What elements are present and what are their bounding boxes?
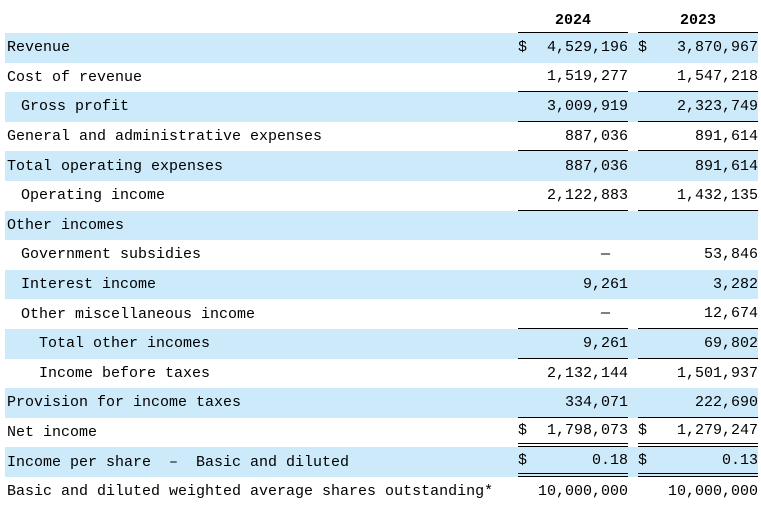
column-gap [628, 122, 638, 152]
value-2024: 4,529,196 [546, 39, 628, 57]
value-2024: 1,519,277 [546, 68, 628, 86]
value-2023: 222,690 [694, 393, 758, 411]
table-row [5, 447, 758, 477]
value-2023: 0.13 [721, 451, 758, 469]
table-row [5, 122, 758, 152]
row-label: Gross profit [21, 98, 130, 116]
value-2023: 10,000,000 [667, 483, 758, 501]
value-2024: 9,261 [582, 276, 628, 294]
row-label: Net income [7, 424, 98, 442]
column-gap [628, 211, 638, 241]
value-cell-2024 [518, 270, 628, 300]
value-cell-2024 [518, 299, 628, 329]
value-cell-2024 [518, 122, 628, 152]
value-2024: — [600, 305, 610, 323]
value-2024: 887,036 [564, 127, 628, 145]
row-label: Interest income [21, 276, 157, 294]
value-cell-2023 [638, 122, 758, 152]
value-2023: 2,323,749 [676, 97, 758, 115]
row-label: Other incomes [7, 216, 125, 234]
value-cell-2024 [518, 181, 628, 211]
column-header-2024: 2024 [518, 0, 628, 33]
row-label: Government subsidies [21, 246, 202, 264]
table-row [5, 181, 758, 211]
column-gap [628, 240, 638, 270]
column-gap [628, 151, 638, 181]
value-cell-2023 [638, 181, 758, 211]
value-2024: 10,000,000 [537, 483, 628, 501]
value-2023: 53,846 [703, 246, 758, 264]
column-gap [628, 477, 638, 507]
value-2024: 2,122,883 [546, 186, 628, 204]
row-label: Revenue [7, 39, 71, 57]
value-2024: 887,036 [564, 157, 628, 175]
dollar-sign: $ [638, 422, 648, 440]
value-2024: 1,798,073 [546, 422, 628, 440]
row-label: Operating income [21, 187, 166, 205]
value-cell-2024 [518, 418, 628, 448]
value-2024: 2,132,144 [546, 364, 628, 382]
value-2024: 334,071 [564, 393, 628, 411]
table-row [5, 477, 758, 507]
dollar-sign: $ [518, 451, 528, 469]
row-label: Other miscellaneous income [21, 305, 256, 323]
value-cell-2024 [518, 329, 628, 359]
value-2023: 1,432,135 [676, 186, 758, 204]
value-cell-2023 [638, 151, 758, 181]
value-cell-2023 [638, 211, 758, 241]
value-2023: 1,501,937 [676, 364, 758, 382]
value-cell-2023 [638, 359, 758, 389]
column-gap [628, 92, 638, 122]
column-gap [628, 388, 638, 418]
dollar-sign: $ [518, 39, 528, 57]
row-label: Total other incomes [39, 335, 211, 353]
value-2024: 3,009,919 [546, 97, 628, 115]
value-2024: — [600, 246, 610, 264]
column-gap [628, 329, 638, 359]
value-cell-2023 [638, 92, 758, 122]
value-cell-2024 [518, 63, 628, 93]
value-cell-2023 [638, 477, 758, 507]
dollar-sign: $ [638, 39, 648, 57]
value-cell-2023 [638, 240, 758, 270]
column-gap [628, 270, 638, 300]
value-cell-2024 [518, 211, 628, 241]
row-label: Total operating expenses [7, 157, 224, 175]
row-label: Income before taxes [39, 364, 211, 382]
row-label: Basic and diluted weighted average shares outstanding* [7, 483, 494, 501]
value-2023: 69,802 [703, 334, 758, 352]
column-gap [628, 299, 638, 329]
value-cell-2023 [638, 418, 758, 448]
table-header-row [5, 0, 758, 33]
column-gap [628, 418, 638, 448]
table-row [5, 240, 758, 270]
table-row [5, 92, 758, 122]
table-row [5, 270, 758, 300]
table-row [5, 418, 758, 448]
column-gap [628, 0, 638, 33]
value-cell-2024 [518, 240, 628, 270]
column-gap [628, 447, 638, 477]
value-cell-2023 [638, 63, 758, 93]
value-cell-2024 [518, 92, 628, 122]
value-cell-2023 [638, 447, 758, 477]
value-2023: 1,547,218 [676, 68, 758, 86]
value-2024: 0.18 [591, 451, 628, 469]
value-2023: 3,870,967 [676, 39, 758, 57]
value-cell-2023 [638, 33, 758, 63]
value-cell-2024 [518, 359, 628, 389]
value-2023: 891,614 [694, 157, 758, 175]
value-2023: 891,614 [694, 127, 758, 145]
dollar-sign: $ [638, 451, 648, 469]
value-cell-2023 [638, 329, 758, 359]
value-2023: 12,674 [703, 305, 758, 323]
column-header-2023: 2023 [638, 0, 758, 33]
value-cell-2023 [638, 299, 758, 329]
row-label: Cost of revenue [7, 68, 143, 86]
table-row [5, 359, 758, 389]
table-row [5, 63, 758, 93]
table-row [5, 329, 758, 359]
value-cell-2024 [518, 151, 628, 181]
column-gap [628, 181, 638, 211]
value-cell-2024 [518, 33, 628, 63]
table-row [5, 211, 758, 241]
value-cell-2023 [638, 388, 758, 418]
value-cell-2024 [518, 477, 628, 507]
table-row [5, 33, 758, 63]
table-row [5, 388, 758, 418]
header-spacer [5, 0, 518, 33]
dollar-sign: $ [518, 422, 528, 440]
value-cell-2024 [518, 388, 628, 418]
column-gap [628, 359, 638, 389]
value-cell-2024 [518, 447, 628, 477]
value-2023: 3,282 [712, 276, 758, 294]
table-row [5, 299, 758, 329]
column-gap [628, 33, 638, 63]
row-label: Provision for income taxes [7, 394, 242, 412]
table-row [5, 151, 758, 181]
column-gap [628, 63, 638, 93]
value-2024: 9,261 [582, 334, 628, 352]
value-cell-2023 [638, 270, 758, 300]
value-2023: 1,279,247 [676, 422, 758, 440]
table-body [0, 33, 761, 507]
row-label: Income per share – Basic and diluted [7, 453, 350, 471]
row-label: General and administrative expenses [7, 128, 323, 146]
